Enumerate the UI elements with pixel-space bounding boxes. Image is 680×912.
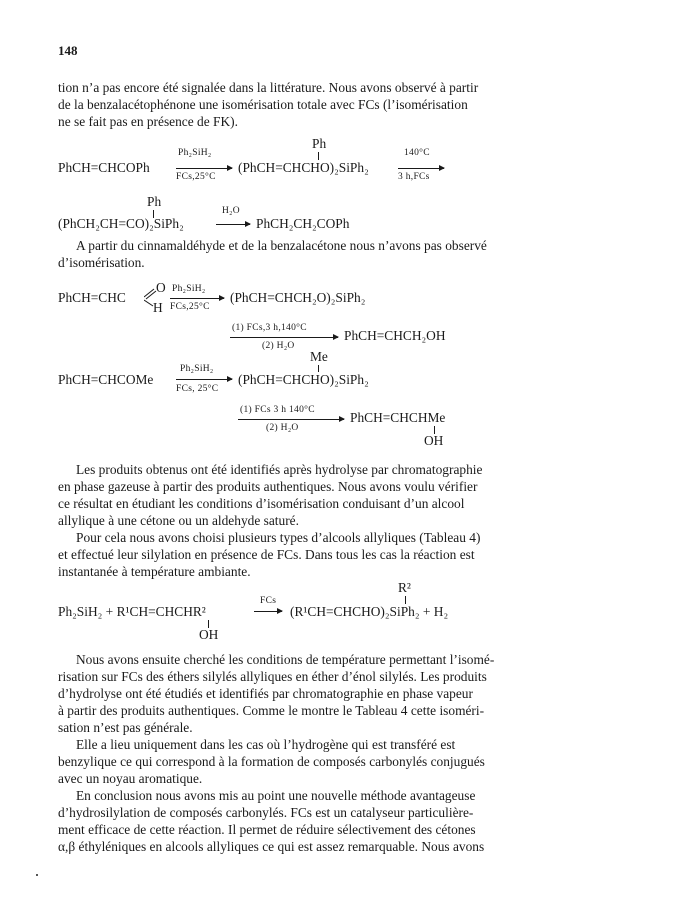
- scheme1-arrow-3: [216, 224, 250, 225]
- para2-line-6: et effectué leur silylation en présence de FCs. Dans tous les cas la réaction est: [58, 547, 475, 562]
- scheme1-product: (PhCH=CHCHO)₂SiPh₂: [238, 160, 369, 175]
- scheme2-r2-final: PhCH=CHCHMe: [350, 410, 446, 425]
- para3-line-7: benzylique ce qui correspond à la formation de composés carbonylés conjugués: [58, 754, 485, 769]
- scheme2-r1-left: PhCH=CHC: [58, 290, 126, 305]
- scheme2-hydroxyl: OH: [424, 433, 444, 448]
- scheme3-r2: R²: [398, 580, 411, 595]
- scheme3-bond-top: [405, 596, 406, 604]
- para3-line-6: Elle a lieu uniquement dans les cas où l’hydrogène qui est transféré est: [76, 737, 456, 752]
- para2-line-2: en phase gazeuse à partir des produits authentiques. Nous avons voulu vérifier: [58, 479, 478, 494]
- para3-line-10: d’hydrosilylation de composés carbonylés. FCs est un catalyseur particulière-: [58, 805, 474, 820]
- scheme2-arrow-4: [238, 419, 344, 420]
- para2-line-7: instantanée à température ambiante.: [58, 564, 251, 579]
- intro-line-3: ne se fait pas en présence de FK).: [58, 114, 238, 129]
- para3-line-3: d’hydrolyse ont été étudiés et identifiés par chromatographie en phase vapeur: [58, 686, 473, 701]
- scheme1-cond-below: 3 h,FCs: [398, 172, 430, 182]
- para3-line-9: En conclusion nous avons mis au point une nouvelle méthode avantageuse: [76, 788, 476, 803]
- scheme3-above: FCs: [260, 596, 277, 606]
- scheme2-r1-below: FCs,25°C: [170, 302, 210, 312]
- scheme2-r2-step-below: (2) H₂O: [266, 423, 299, 433]
- cinnam-line-1: A partir du cinnamaldéhyde et de la benzalacétone nous n’avons pas observé: [76, 238, 487, 253]
- scheme2-r1-product: (PhCH=CHCH₂O)₂SiPh₂: [230, 290, 366, 305]
- scheme3-left: Ph₂SiH₂ + R¹CH=CHCHR²: [58, 604, 206, 619]
- scheme1-arrow-2: [398, 168, 444, 169]
- scheme2-r2-step-above: (1) FCs 3 h 140°C: [240, 405, 315, 415]
- scheme2-arrow-1: [170, 298, 224, 299]
- scheme3-hydroxyl: OH: [199, 627, 219, 642]
- para2-line-3: ce résultat en étudiant les conditions d’isomérisation conduisant d’un alcool: [58, 496, 465, 511]
- para3-line-11: ment efficace de cette réaction. Il permet de réduire sélectivement des cétones: [58, 822, 476, 837]
- scheme2-bond: [318, 365, 319, 372]
- para3-line-12: α,β éthyléniques en alcools allyliques ce qui est assez remarquable. Nous avons: [58, 839, 485, 854]
- para3-line-8: avec un noyau aromatique.: [58, 771, 203, 786]
- scheme1-arrow-1: [176, 168, 232, 169]
- para3-line-1: Nous avons ensuite cherché les conditions de température permettant l’isomé-: [76, 652, 495, 667]
- para2-line-4: allylique à une cétone ou un aldehyde saturé.: [58, 513, 299, 528]
- scheme1-h2o: H₂O: [222, 206, 240, 216]
- scheme1-reactant: PhCH=CHCOPh: [58, 160, 150, 175]
- scheme2-r1-hydrogen: H: [153, 300, 163, 315]
- para3-line-4: à partir des produits authentiques. Comme le montre le Tableau 4 cette isoméri-: [58, 703, 485, 718]
- scheme2-r1-final: PhCH=CHCH₂OH: [344, 328, 446, 343]
- scheme2-arrow-3: [176, 379, 232, 380]
- scheme2-arrow-2: [230, 337, 338, 338]
- scheme1-final: PhCH₂CH₂COPh: [256, 216, 350, 231]
- para3-line-5: sation n’est pas générale.: [58, 720, 193, 735]
- scheme2-methyl: Me: [310, 349, 328, 364]
- scheme1-reagent-above: Ph₂SiH₂: [178, 148, 212, 158]
- cinnam-line-2: d’isomérisation.: [58, 255, 145, 270]
- scheme2-r1-oxygen: O: [156, 280, 166, 295]
- intro-line-2: de la benzalacétophénone une isomérisation totale avec FCs (l’isomérisation: [58, 97, 468, 112]
- scan-speck: [36, 874, 38, 876]
- para2-line-1: Les produits obtenus ont été identifiés après hydrolyse par chromatographie: [76, 462, 483, 477]
- scheme2-r2-product: (PhCH=CHCHO)₂SiPh₂: [238, 372, 369, 387]
- intro-line-1: tion n’a pas encore été signalée dans la littérature. Nous avons observé à partir: [58, 80, 479, 95]
- page-number: 148: [58, 43, 78, 58]
- scheme2-r1-step-below: (2) H₂O: [262, 341, 295, 351]
- scheme1-cond-above: 140°C: [404, 148, 430, 158]
- scheme2-r2-above: Ph₂SiH₂: [180, 364, 214, 374]
- scheme2-r1-above: Ph₂SiH₂: [172, 284, 206, 294]
- scheme1-ph-top-2: Ph: [147, 194, 162, 209]
- scheme1-reagent-below: FCs,25°C: [176, 172, 216, 182]
- scheme1-bond: [318, 152, 319, 160]
- scheme2-r2-below: FCs, 25°C: [176, 384, 219, 394]
- scheme3-right: (R¹CH=CHCHO)₂SiPh₂ + H₂: [290, 604, 449, 619]
- scheme1-ph-top: Ph: [312, 136, 327, 151]
- para2-line-5: Pour cela nous avons choisi plusieurs types d’alcools allyliques (Tableau 4): [76, 530, 481, 545]
- scheme2-r2-left: PhCH=CHCOMe: [58, 372, 154, 387]
- scheme2-r1-step-above: (1) FCs,3 h,140°C: [232, 323, 307, 333]
- scheme1-intermediate: (PhCH₂CH=CO)₂SiPh₂: [58, 216, 184, 231]
- para3-line-2: risation sur FCs des éthers silylés allyliques en éther d’énol silylés. Les produits: [58, 669, 487, 684]
- scheme3-arrow: [254, 611, 282, 612]
